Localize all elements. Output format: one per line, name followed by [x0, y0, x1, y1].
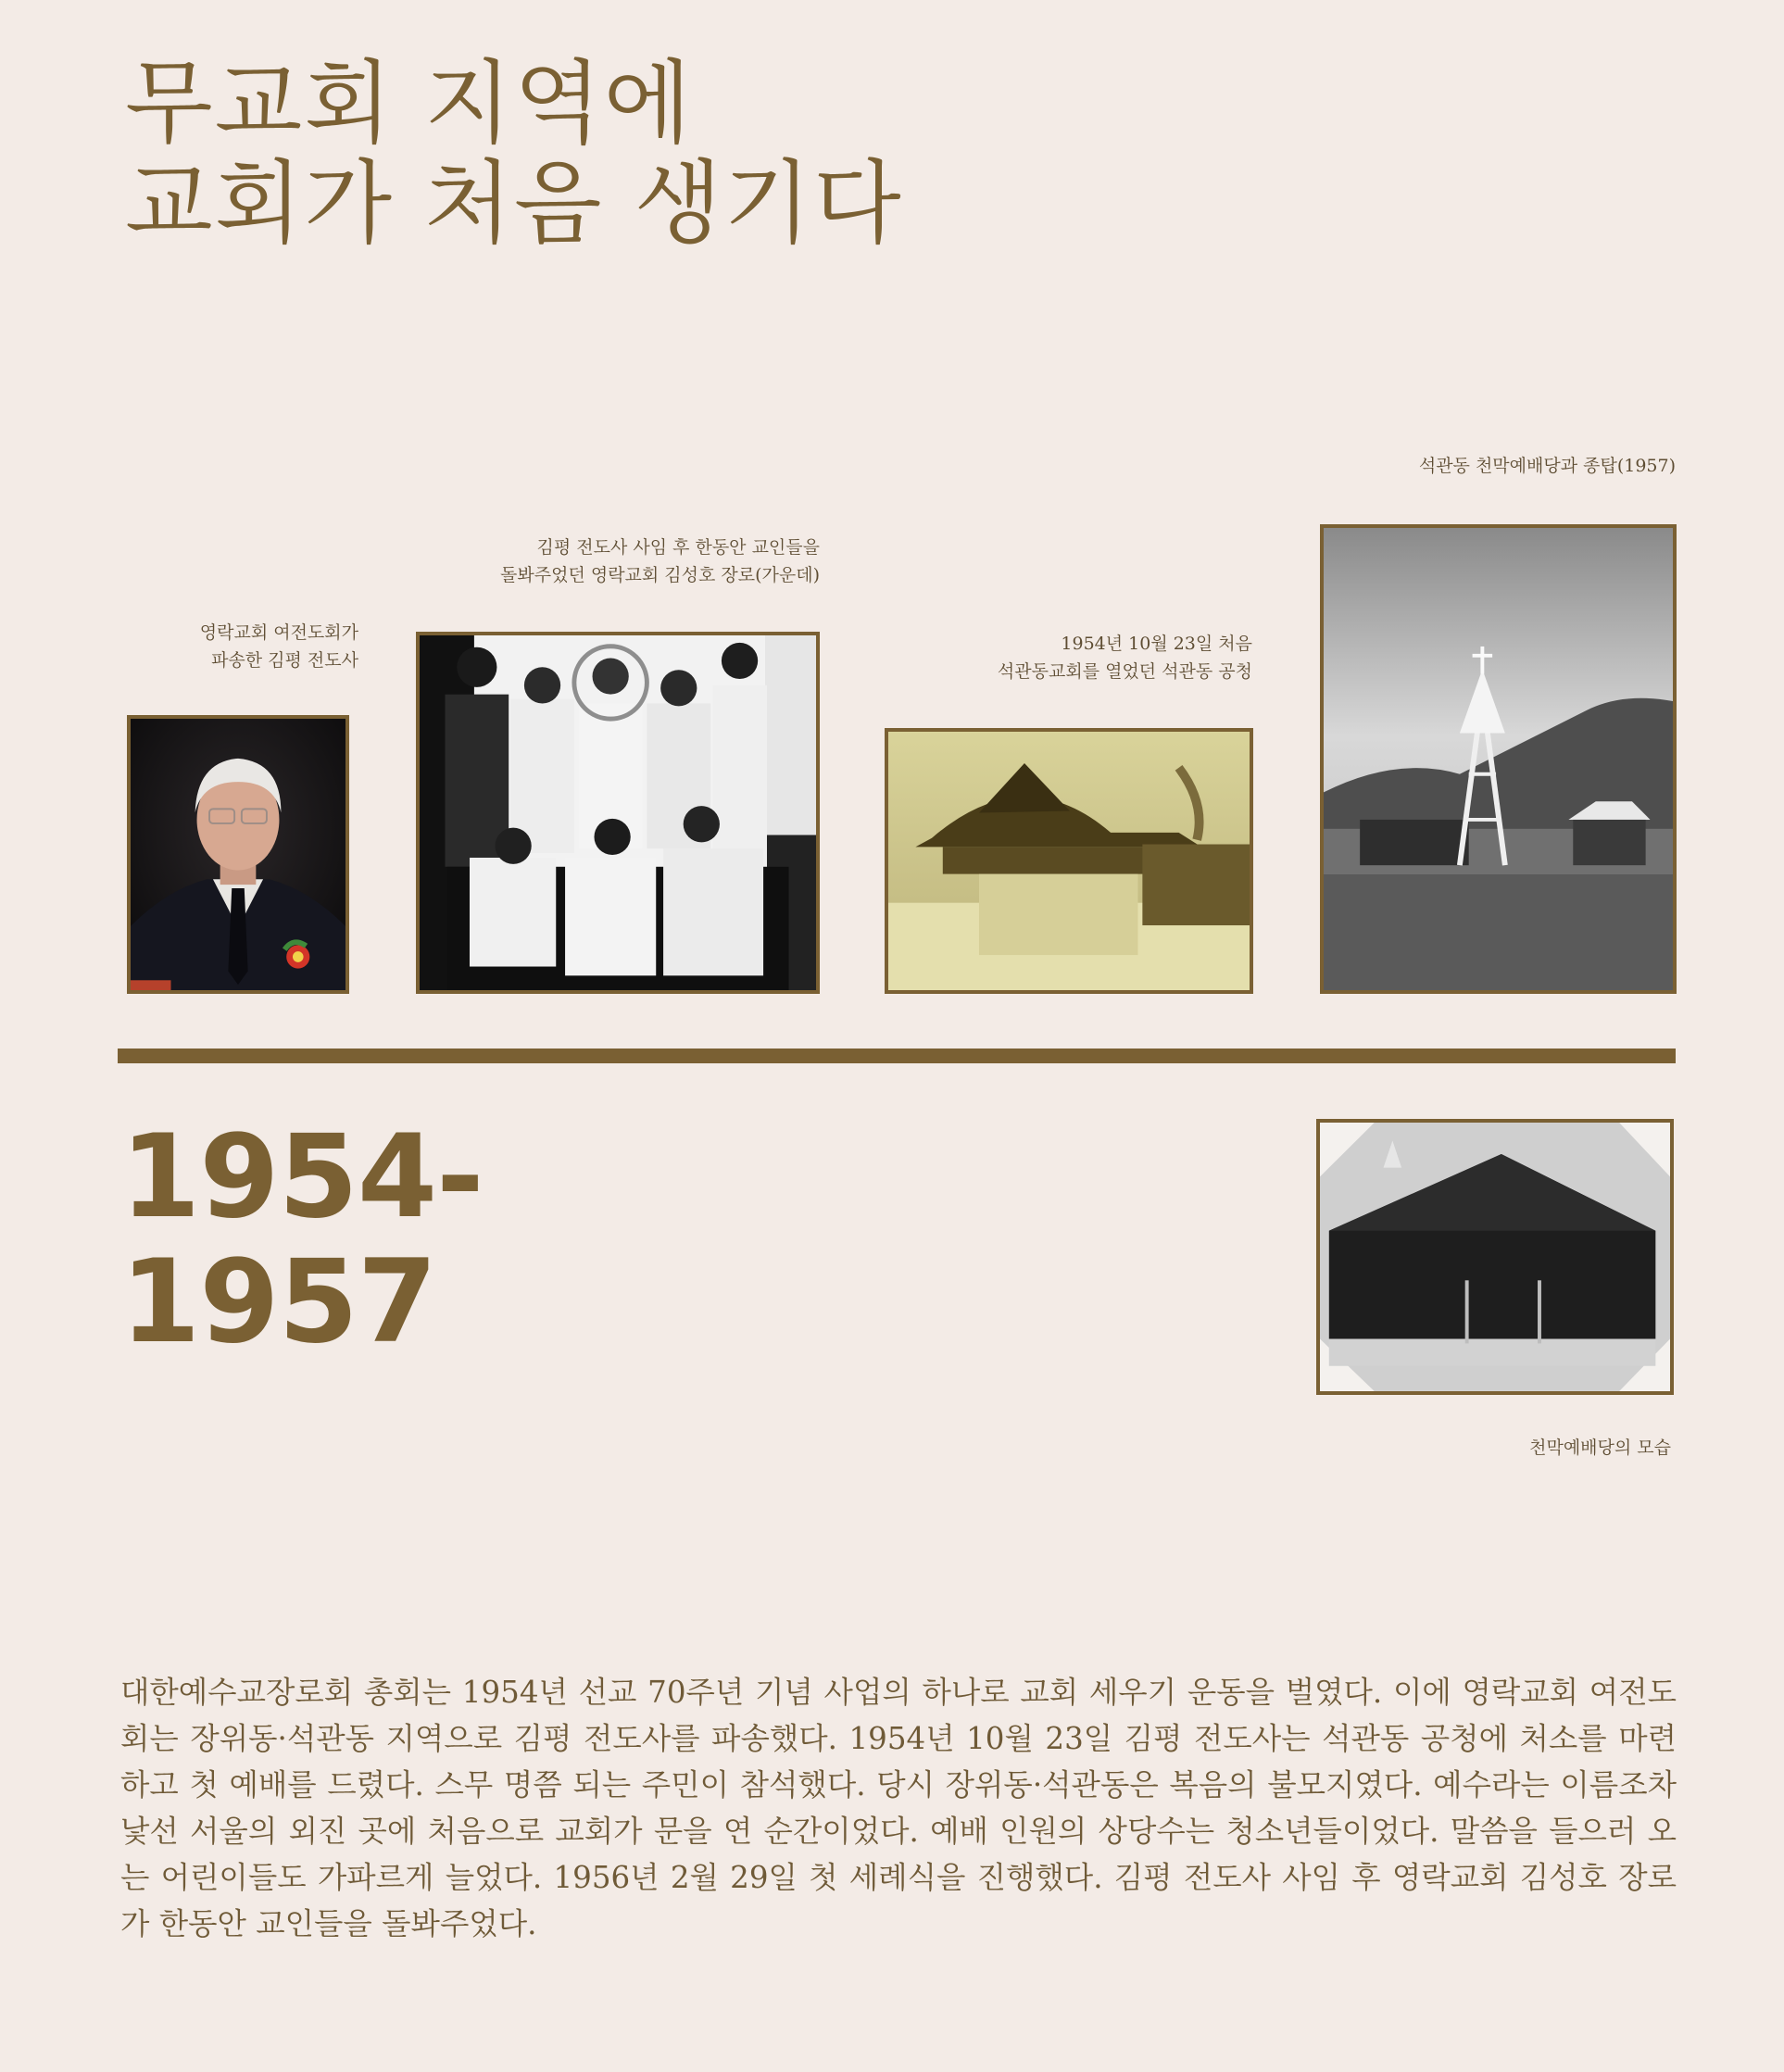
caption-kim-pyeong: 영락교회 여전도회가 파송한 김평 전도사: [199, 622, 358, 671]
year-range-end: 1957: [120, 1236, 437, 1369]
photo-group-kim-seongho: [416, 632, 820, 994]
page-title-line2: 교회가 처음 생기다: [125, 151, 903, 257]
caption-hall: 1954년 10월 23일 처음 석관동교회를 열었던 석관동 공청: [997, 634, 1252, 682]
tower-photo-image: [1324, 528, 1673, 990]
caption-tent-church: 천막예배당의 모습: [1529, 1438, 1671, 1458]
group-photo-image: [420, 635, 816, 990]
caption-kim-seongho: 김평 전도사 사임 후 한동안 교인들을 돌봐주었던 영락교회 김성호 장로(가운데): [500, 537, 820, 585]
photo-tent-tower: [1320, 524, 1677, 994]
timeline-divider: [118, 1049, 1676, 1063]
year-range-start: 1954-: [120, 1111, 484, 1244]
year-range: [120, 1111, 484, 1369]
portrait-image: [131, 719, 345, 990]
photo-seokgwan-hall: [885, 728, 1253, 994]
photo-kim-pyeong: [127, 715, 349, 994]
hall-photo-image: [888, 732, 1250, 990]
caption-tent-tower: 석관동 천막예배당과 종탑(1957): [1418, 456, 1676, 476]
page-title-line1: 무교회 지역에: [125, 51, 694, 157]
photo-tent-church: [1316, 1119, 1674, 1395]
page-title: [125, 51, 903, 257]
tent-photo-image: [1320, 1123, 1670, 1391]
body-paragraph: 대한예수교장로회 총회는 1954년 선교 70주년 기념 사업의 하나로 교회 세우기 운동을 벌였다. 이에 영락교회 여전도회는 장위동·석관동 지역으로 김평 전도사를 파송했다. 1954년 10월 23일 김평 전도사는 석관동 공청에 처소를 마련하고 첫 예배를 드렸다. 스무 명쯤 되는 주민이 참석했다. 당시 장위동·석관동은 복음의 불모지였다. 예수라는 이름조차 낯선 서울의 외진 곳에 처음으로 교회가 문을 연 순간이었다. 예배 인원의 상당수는 청소년들이었다. 말씀을 들으러 오는 어린이들도 가파르게 늘었다. 1956년 2월 29일 첫 세례식을 진행했다. 김평 전도사 사임 후 영락교회 김성호 장로가 한동안 교인들을 돌봐주었다.: [120, 1675, 1677, 1941]
